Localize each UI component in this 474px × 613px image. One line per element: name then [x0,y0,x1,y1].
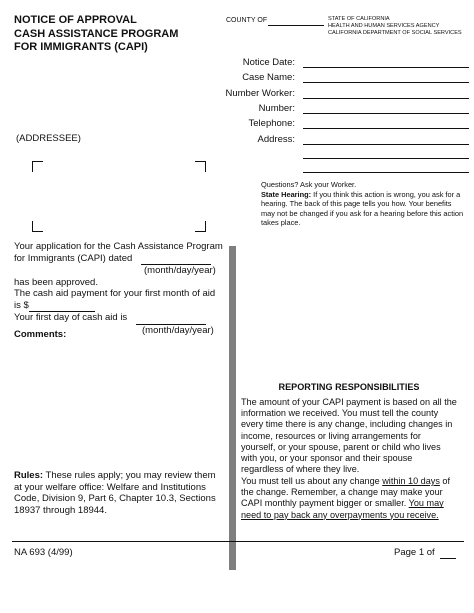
state-hearing-text [261,190,467,228]
notice-date-field[interactable] [303,67,469,68]
first-day-blank[interactable] [136,312,206,325]
number-field[interactable] [303,113,469,114]
application-line-5: is $ [14,299,29,311]
agency-block [328,16,462,38]
number-worker-field[interactable] [303,98,469,99]
application-date-hint-2: (month/day/year) [142,324,214,336]
reporting-para-1: The amount of your CAPI payment is based on all the information we received. You must tell the county every time there is any change, including changes in income, resources or living arrangements for yourself, or your spouse, parent or child who lives with you, or your sponsor and their spouse regardless of where they live. [241,397,457,475]
rules-label: Rules: [14,470,44,481]
notice-title [14,14,178,55]
questions-block [261,180,467,228]
address-line-1[interactable] [303,144,469,145]
telephone-field[interactable] [303,128,469,129]
county-blank[interactable] [268,25,324,26]
window-corner-top-left [32,161,43,172]
agency-line-3: CALIFORNIA DEPARTMENT OF SOCIAL SERVICES [328,30,462,37]
reporting-para-2-u2: You may need to pay back any overpayments you receive. [241,498,444,520]
application-block [14,241,224,336]
questions-line: Questions? Ask your Worker. [261,180,357,189]
application-line-2: for Immigrants (CAPI) dated [14,252,133,264]
reporting-heading: REPORTING RESPONSIBILITIES [278,382,420,392]
rules-block [14,470,226,516]
title-line-2: CASH ASSISTANCE PROGRAM [14,27,179,40]
rules-text: These rules apply; you may review them at your welfare office: Welfare and Institutions Code, Division 9, Part 6, Chapter 10.3, Sections 18937 through 18944. [14,470,216,516]
agency-line-2: HEALTH AND HUMAN SERVICES AGENCY [328,23,440,30]
address-line-2[interactable] [303,158,469,159]
title-line-3: FOR IMMIGRANTS (CAPI) [14,41,148,53]
comments-label: Comments: [14,329,67,340]
page-indicator [394,547,456,559]
state-hearing-label: State Hearing: [261,189,312,199]
address-line-3[interactable] [303,172,469,173]
number-label: Number: [258,103,295,114]
payment-amount-blank[interactable] [29,300,95,313]
window-corner-top-right [195,161,206,172]
reporting-para-2-u1: within 10 days [382,476,440,486]
title-line-1: NOTICE OF APPROVAL [14,14,137,26]
application-date-hint: (month/day/year) [144,265,216,276]
address-label: Address: [257,134,295,145]
county-label: COUNTY OF [226,17,268,24]
application-line-6-row [14,312,224,325]
state-hearing-body: If you think this action is wrong, you ask for a hearing. The back of this page tells you how. Your benefits may not be changed if you ask for a hearing before this action takes place. [261,189,464,228]
page-total-blank[interactable] [440,547,456,559]
notice-date-label: Notice Date: [242,57,295,68]
page-label: Page 1 of [394,547,435,558]
form-number: NA 693 (4/99) [14,547,73,558]
application-date-blank[interactable] [141,253,211,266]
reporting-para-2-a: You must tell us about any change [241,476,383,486]
case-name-field[interactable] [303,82,469,83]
application-line-1: Your application for the Cash Assistance Program [14,241,223,252]
footer-rule [12,541,464,542]
application-line-4: The cash aid payment for your first month of aid [14,288,216,299]
case-name-label: Case Name: [242,72,295,83]
window-corner-bottom-right [195,221,206,232]
telephone-label: Telephone: [248,118,295,129]
agency-line-1: STATE OF CALIFORNIA [328,16,390,22]
application-line-6: Your first day of cash aid is [14,312,128,323]
application-line-5-row [14,300,224,313]
addressee-label: (ADDRESSEE) [16,133,81,144]
application-line-3: has been approved. [14,276,98,288]
application-line-2-row [14,253,224,266]
column-divider [229,246,236,570]
reporting-para-2-b: of the change. Remember, a change may make your CAPI monthly payment bigger or smaller. [241,476,450,509]
reporting-para-2 [241,476,457,521]
number-worker-label: Number Worker: [225,88,295,99]
window-corner-bottom-left [32,221,43,232]
